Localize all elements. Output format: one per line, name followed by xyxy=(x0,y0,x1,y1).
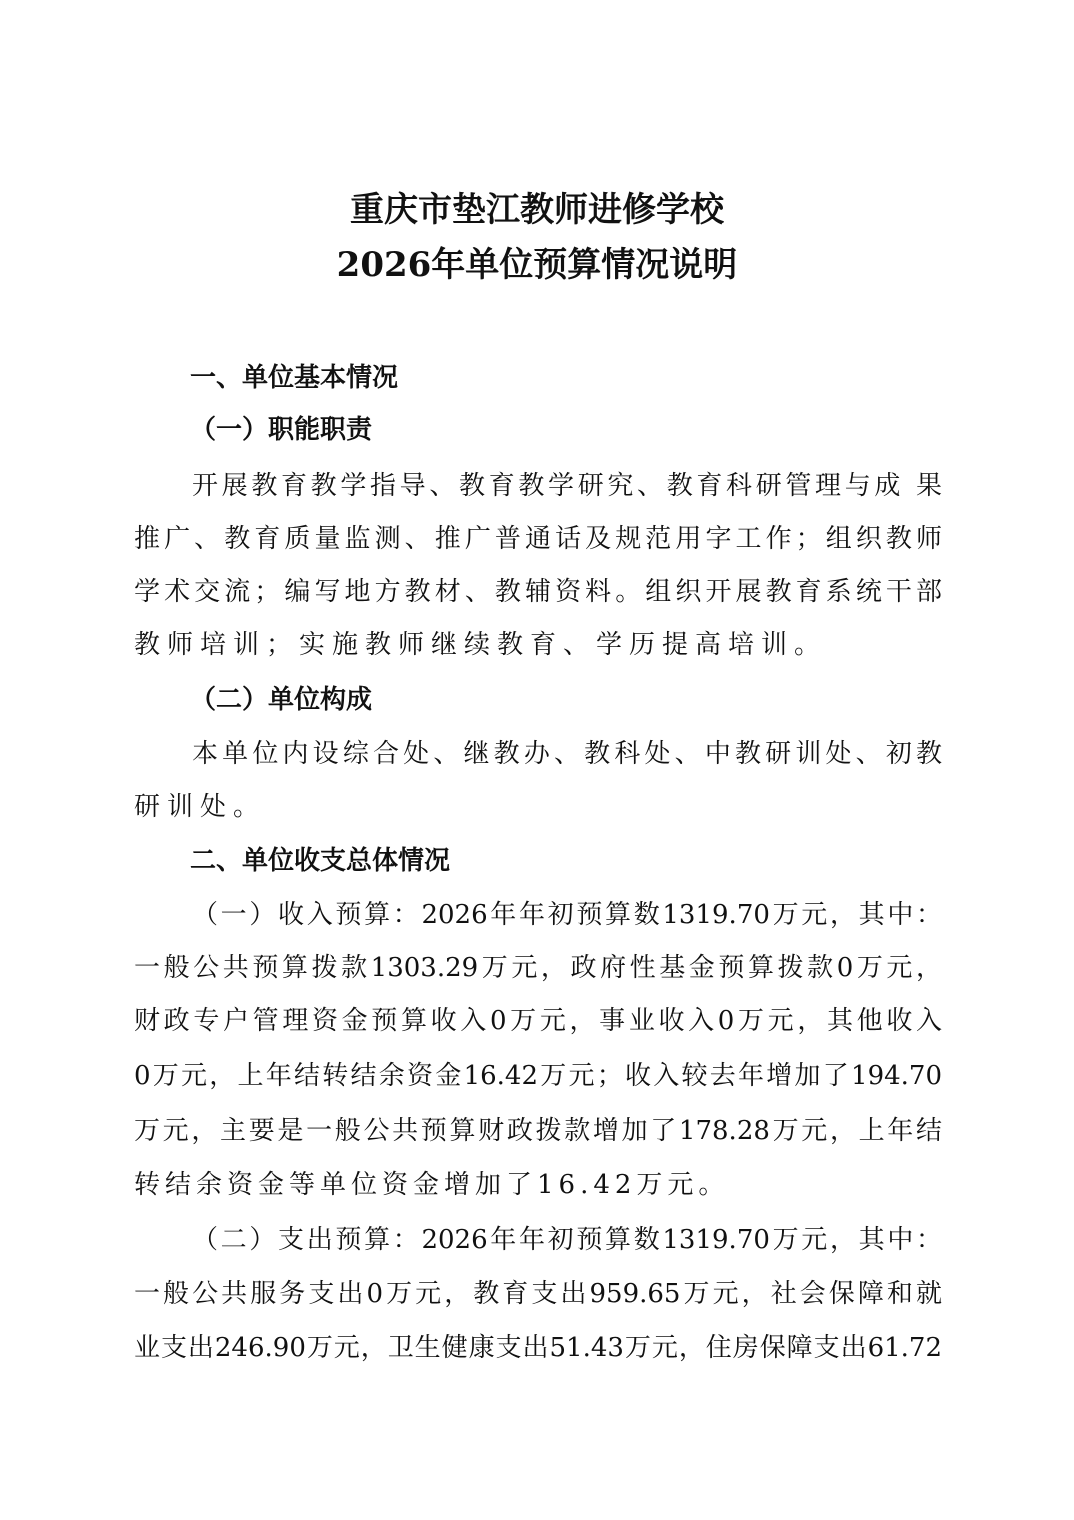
paragraph-line: 万元，主要是一般公共预算财政拨款增加了178.28万元，上年结 xyxy=(134,1116,942,1146)
paragraph-line: 一般公共服务支出0万元，教育支出959.65万元，社会保障和就 xyxy=(134,1279,942,1309)
subsection-heading-composition: （二）单位构成 xyxy=(190,685,373,715)
paragraph-line: 0万元，上年结转结余资金16.42万元；收入较去年增加了194.70 xyxy=(134,1061,942,1091)
paragraph-line: 推广、教育质量监测、推广普通话及规范用字工作；组织教师 xyxy=(134,524,942,554)
paragraph-line: 研训处。 xyxy=(134,792,267,822)
section-heading-1: 一、单位基本情况 xyxy=(190,363,399,393)
paragraph-line: （一）收入预算：2026年年初预算数1319.70万元，其中： xyxy=(192,900,942,930)
section-heading-2: 二、单位收支总体情况 xyxy=(190,846,451,876)
paragraph-line: 开展教育教学指导、教育教学研究、教育科研管理与成 果 xyxy=(192,471,942,501)
paragraph-line: 业支出246.90万元，卫生健康支出51.43万元，住房保障支出61.72 xyxy=(134,1333,942,1363)
paragraph-line: 教师培训；实施教师继续教育、学历提高培训。 xyxy=(134,630,828,660)
paragraph-line: （二）支出预算：2026年年初预算数1319.70万元，其中： xyxy=(192,1225,942,1255)
paragraph-line: 财政专户管理资金预算收入0万元，事业收入0万元，其他收入 xyxy=(134,1006,942,1036)
paragraph-line: 一般公共预算拨款1303.29万元，政府性基金预算拨款0万元， xyxy=(134,953,942,983)
document-title-line1: 重庆市垫江教师进修学校 xyxy=(350,190,724,230)
document-title-line2: 2026年单位预算情况说明 xyxy=(336,245,738,285)
paragraph-line: 学术交流；编写地方教材、教辅资料。组织开展教育系统干部 xyxy=(134,577,942,607)
paragraph-line: 转结余资金等单位资金增加了16.42万元。 xyxy=(134,1170,730,1200)
subsection-heading-duties: （一）职能职责 xyxy=(190,415,373,445)
paragraph-line: 本单位内设综合处、继教办、教科处、中教研训处、初教 xyxy=(192,739,942,769)
